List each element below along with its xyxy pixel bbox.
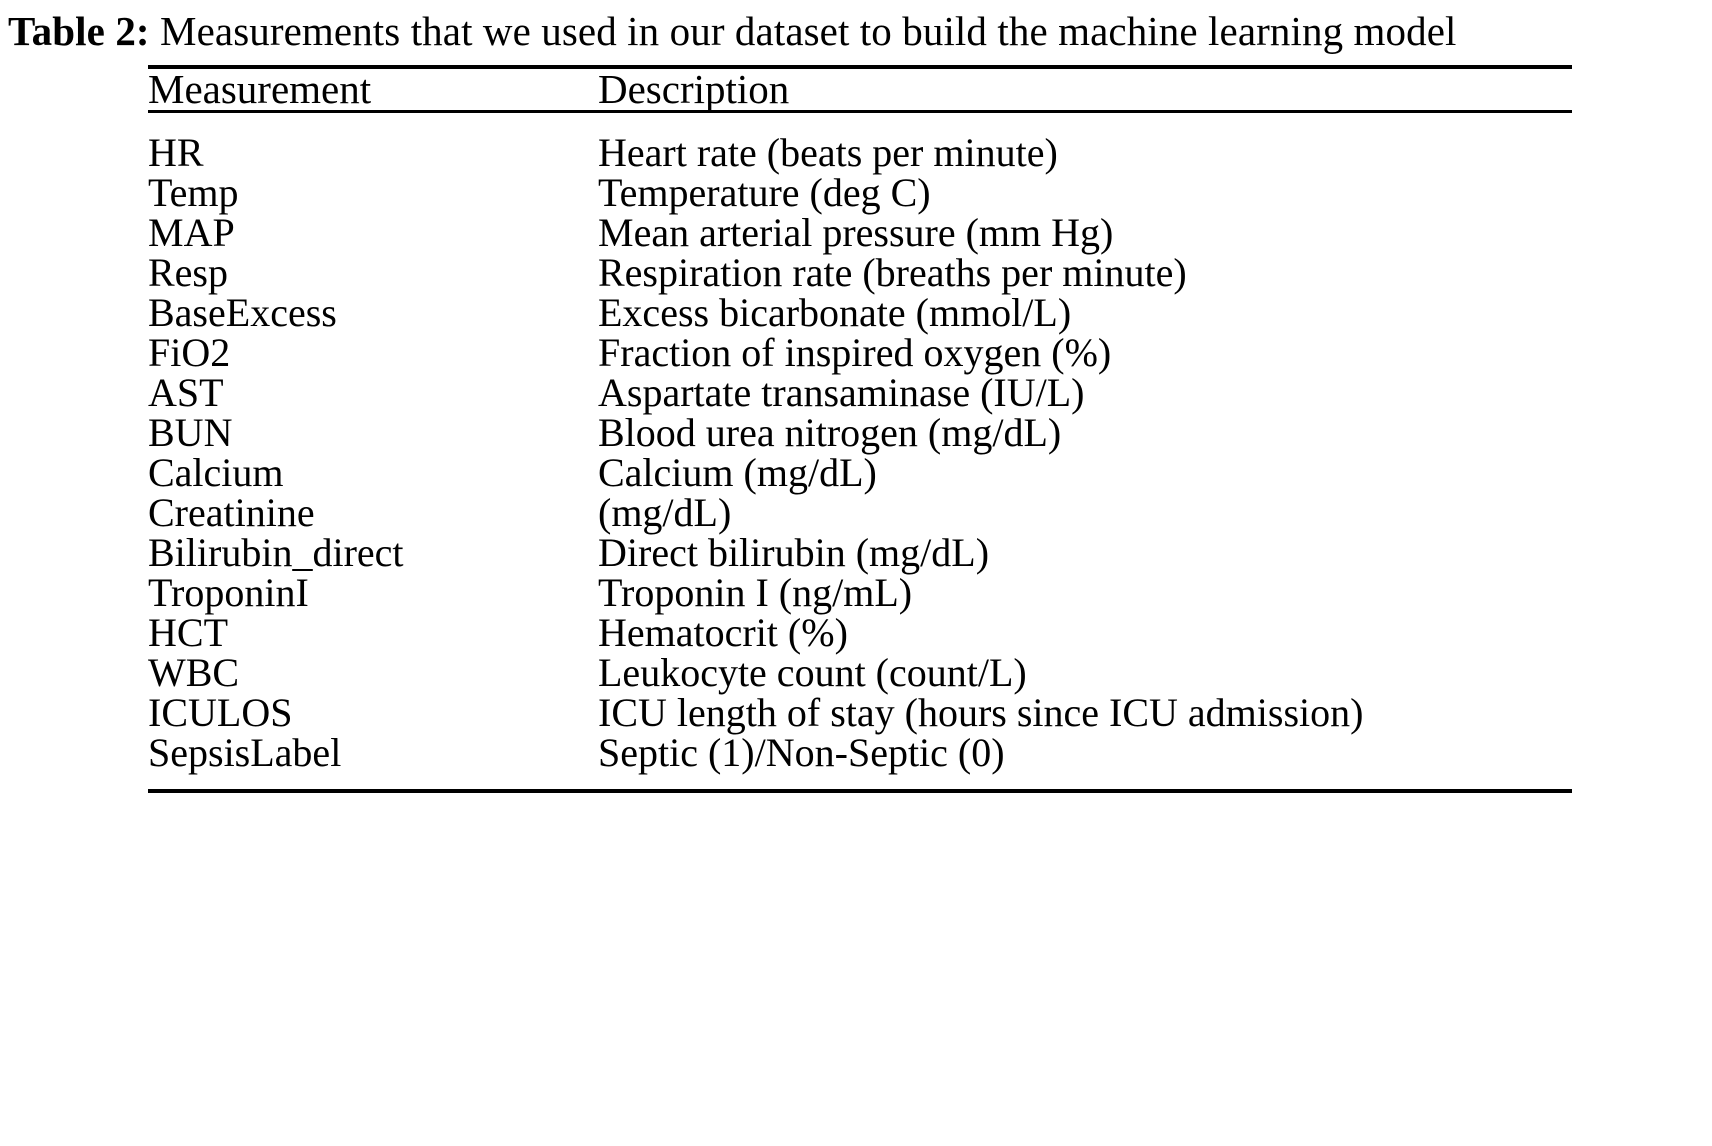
- table-row: [148, 573, 1572, 613]
- table-body: [148, 112, 1572, 792]
- table-row: [148, 693, 1572, 733]
- cell-description: Mean arterial pressure (mm Hg): [598, 210, 1114, 256]
- cell-description: Respiration rate (breaths per minute): [598, 250, 1187, 296]
- cell-measurement: Resp: [148, 250, 228, 296]
- table-head: [148, 67, 1572, 112]
- cell-measurement: BaseExcess: [148, 290, 337, 336]
- cell-description: Blood urea nitrogen (mg/dL): [598, 410, 1062, 456]
- table-row: [148, 653, 1572, 693]
- column-header-description: Description: [598, 67, 1572, 112]
- table-row: [148, 333, 1572, 373]
- table-row: [148, 253, 1572, 293]
- cell-description: Hematocrit (%): [598, 610, 848, 656]
- measurements-table: [148, 65, 1572, 793]
- cell-description: Aspartate transaminase (IU/L): [598, 370, 1085, 416]
- cell-measurement: FiO2: [148, 330, 231, 376]
- column-header-measurement: Measurement: [148, 67, 598, 112]
- table-row: [148, 493, 1572, 533]
- table-caption-text: Measurements that we used in our dataset to build the machine learning model: [160, 8, 1457, 54]
- table-container: [148, 65, 1572, 793]
- cell-description: Septic (1)/Non-Septic (0): [598, 733, 1572, 791]
- cell-measurement: HR: [148, 130, 204, 176]
- cell-description: Leukocyte count (count/L): [598, 650, 1027, 696]
- table-row: [148, 533, 1572, 573]
- cell-measurement: BUN: [148, 410, 233, 456]
- table-row: [148, 613, 1572, 653]
- cell-description: Fraction of inspired oxygen (%): [598, 330, 1112, 376]
- cell-measurement: Calcium: [148, 450, 284, 496]
- cell-description: Excess bicarbonate (mmol/L): [598, 290, 1072, 336]
- cell-description: Direct bilirubin (mg/dL): [598, 530, 990, 576]
- table-header-row: [148, 67, 1572, 112]
- table-row: [148, 293, 1572, 333]
- table-caption: [0, 0, 1712, 55]
- cell-measurement: HCT: [148, 610, 228, 656]
- cell-measurement: TroponinI: [148, 570, 309, 616]
- cell-measurement: MAP: [148, 210, 235, 256]
- cell-description: Calcium (mg/dL): [598, 450, 877, 496]
- table-row: [148, 453, 1572, 493]
- cell-measurement: SepsisLabel: [148, 733, 598, 791]
- cell-measurement: WBC: [148, 650, 240, 696]
- table-caption-label: Table 2:: [8, 8, 150, 54]
- table-row: [148, 373, 1572, 413]
- cell-measurement: ICULOS: [148, 690, 293, 736]
- cell-description: Temperature (deg C): [598, 170, 931, 216]
- table-row: [148, 173, 1572, 213]
- cell-description: (mg/dL): [598, 490, 732, 536]
- cell-description: ICU length of stay (hours since ICU admission): [598, 690, 1364, 736]
- cell-description: Troponin I (ng/mL): [598, 570, 913, 616]
- cell-measurement: Temp: [148, 170, 239, 216]
- cell-measurement: Creatinine: [148, 490, 315, 536]
- table-row: [148, 413, 1572, 453]
- table-row: [148, 213, 1572, 253]
- cell-measurement: AST: [148, 370, 224, 416]
- cell-measurement: Bilirubin_direct: [148, 530, 404, 576]
- table-row: [148, 733, 1572, 791]
- table-row: [148, 112, 1572, 174]
- cell-description: Heart rate (beats per minute): [598, 130, 1058, 176]
